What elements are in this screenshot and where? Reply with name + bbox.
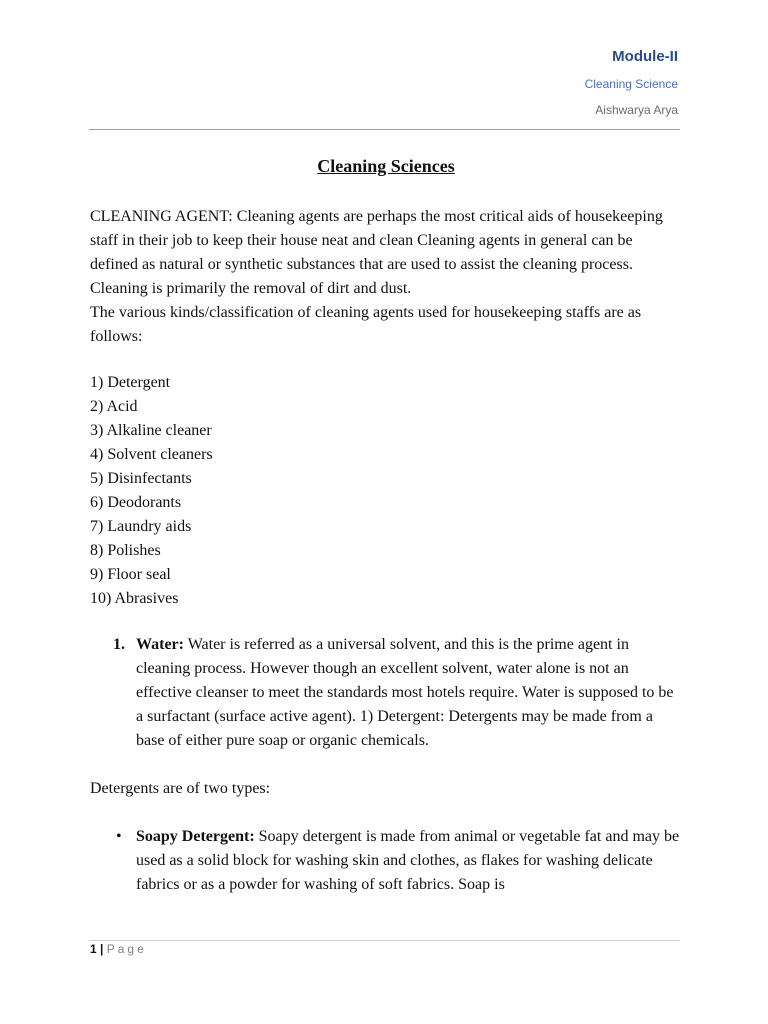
subject-label: Cleaning Science (584, 77, 678, 91)
list-item: 7) Laundry aids (90, 518, 192, 535)
soapy-text: Soapy detergent is made from animal or vegetable fat and may be used as a solid block for washing skin and clothes, as flakes for washing delicate fabrics or as a powder for washing of soft fabrics. Soap is (136, 828, 680, 893)
water-term: Water: (136, 636, 184, 653)
header-divider (89, 129, 680, 130)
list-item: 5) Disinfectants (90, 470, 192, 487)
module-label: Module-II (612, 48, 678, 65)
soapy-term: Soapy Detergent: (136, 828, 255, 845)
water-section (90, 633, 682, 753)
page-footer (90, 942, 147, 956)
bullet-icon: • (116, 828, 122, 845)
list-item: 3) Alkaline cleaner (90, 422, 212, 439)
list-item: 4) Solvent cleaners (90, 446, 213, 463)
agents-list (90, 371, 682, 611)
list-item: 2) Acid (90, 398, 138, 415)
detergent-types-intro: Detergents are of two types: (90, 780, 271, 797)
water-number: 1. (113, 636, 125, 653)
water-text: Water is referred as a universal solvent, and this is the prime agent in cleaning process. However though an excellent solvent, water alone is not an effective cleanser to meet the standards most hotels require. Water is supposed to be a surfactant (surface active agent). 1) Detergent: Detergents may be made from a base of either pure soap or organic chemicals. (136, 636, 674, 749)
author-label: Aishwarya Arya (595, 103, 678, 117)
list-item: 6) Deodorants (90, 494, 182, 511)
soapy-detergent-item (90, 825, 682, 897)
document-title: Cleaning Sciences (317, 156, 455, 176)
list-item: 1) Detergent (90, 374, 171, 391)
footer-divider (89, 940, 680, 941)
classification-paragraph: The various kinds/classification of cleaning agents used for housekeeping staffs are as follows: (90, 304, 642, 345)
footer-separator: | (100, 942, 104, 956)
list-item: 9) Floor seal (90, 566, 171, 583)
page-header (585, 44, 678, 120)
page-number: 1 (90, 942, 97, 956)
page-word: Page (106, 942, 147, 956)
list-item: 8) Polishes (90, 542, 161, 559)
list-item: 10) Abrasives (90, 590, 179, 607)
document-body (90, 152, 682, 897)
intro-paragraph: CLEANING AGENT: Cleaning agents are perhaps the most critical aids of housekeeping staff in their job to keep their house neat and clean Cleaning agents in general can be defined as natural or synthetic substances that are used to assist the cleaning process. Cleaning is primarily the removal of dirt and dust. (90, 208, 663, 297)
